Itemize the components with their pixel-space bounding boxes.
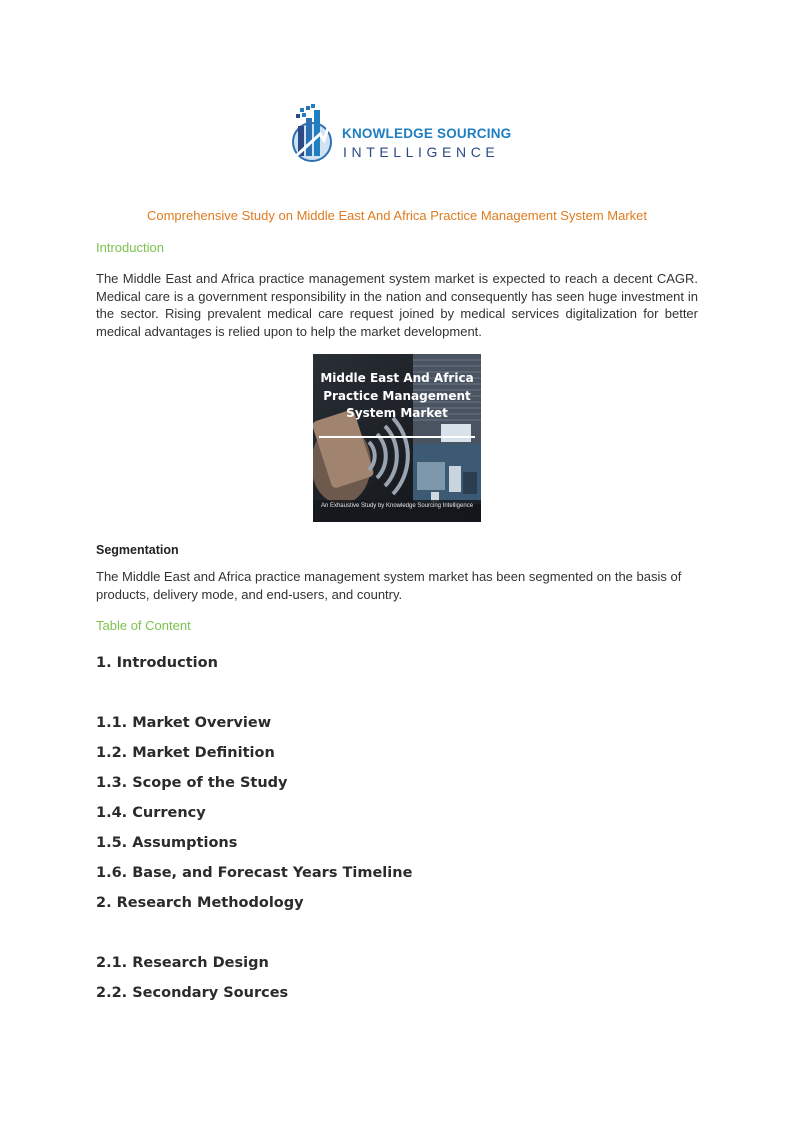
toc-item: 2.2. Secondary Sources	[96, 985, 289, 1001]
segmentation-heading: Segmentation	[96, 543, 179, 557]
toc-heading: Table of Content	[96, 618, 191, 633]
document-title: Comprehensive Study on Middle East And Africa Practice Management System Market	[146, 208, 647, 223]
toc-item: 2.1. Research Design	[96, 955, 269, 971]
company-logo	[290, 104, 510, 166]
toc-item: 1.1. Market Overview	[96, 715, 272, 731]
toc-item: 1.6. Base, and Forecast Years Timeline	[96, 865, 413, 881]
toc-item: 1. Introduction	[96, 655, 218, 671]
toc-item: 1.3. Scope of the Study	[96, 775, 288, 791]
toc-item: 1.4. Currency	[96, 805, 206, 821]
cover-title: Middle East And Africa Practice Management System Market	[320, 371, 474, 420]
logo-text-line2: INTELLIGENCE	[343, 144, 500, 160]
cover-subtitle: An Exhaustive Study by Knowledge Sourcing Intelligence	[320, 503, 474, 509]
toc-item: 2. Research Methodology	[96, 895, 304, 911]
segmentation-text: The Middle East and Africa practice management system market has been segmented on the basis of products, delivery mode, and end-users, and country.	[96, 569, 682, 602]
logo-text-line1: KNOWLEDGE SOURCING	[342, 126, 512, 141]
toc-item: 1.5. Assumptions	[96, 835, 238, 851]
introduction-text: The Middle East and Africa practice management system market is expected to reach a decent CAGR. Medical care is a government responsibility in the nation and consequently has seen huge investment in the sector. Rising prevalent medical care request joined by medical services digitalization for better medical advantages is relied upon to help the market development.	[96, 271, 698, 339]
introduction-heading: Introduction	[96, 240, 164, 255]
toc-item: 1.2. Market Definition	[96, 745, 275, 761]
bar-chart-arrow-globe-icon	[290, 104, 334, 166]
report-cover-image	[313, 354, 481, 522]
